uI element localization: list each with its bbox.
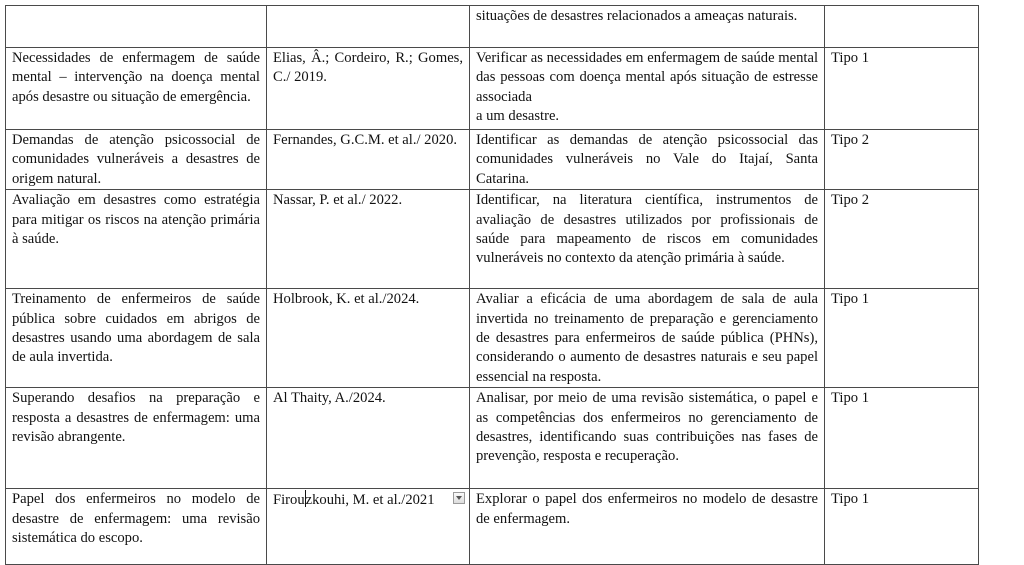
type-cell[interactable]: Tipo 1 (825, 489, 979, 565)
title-cell[interactable]: Avaliação em desastres como estratégia para mitigar os riscos na atenção primária à saúde. (6, 190, 267, 289)
title-cell[interactable]: Papel dos enfermeiros no modelo de desastre de enfermagem: uma revisão sistemática do escopo. (6, 489, 267, 565)
title-cell[interactable]: Necessidades de enfermagem de saúde mental – intervenção na doença mental após desastre ou situação de emergência. (6, 48, 267, 130)
type-cell[interactable] (825, 6, 979, 48)
type-cell[interactable]: Tipo 2 (825, 130, 979, 190)
authors-cell[interactable]: Nassar, P. et al./ 2022. (267, 190, 470, 289)
objective-cell[interactable]: Explorar o papel dos enfermeiros no modelo de desastre de enfermagem. (470, 489, 825, 565)
authors-cell[interactable]: Holbrook, K. et al./2024. (267, 289, 470, 388)
objective-cell[interactable]: Identificar as demandas de atenção psicossocial das comunidades vulneráveis no Vale do Itajaí, Santa Catarina. (470, 130, 825, 190)
title-cell[interactable]: Superando desafios na preparação e resposta a desastres de enfermagem: uma revisão abrangente. (6, 388, 267, 489)
authors-cell[interactable] (267, 6, 470, 48)
type-cell[interactable]: Tipo 1 (825, 48, 979, 130)
type-cell[interactable]: Tipo 2 (825, 190, 979, 289)
table-row (6, 289, 979, 388)
table-row (6, 130, 979, 190)
type-cell[interactable]: Tipo 1 (825, 388, 979, 489)
authors-text-before-cursor: Firou (273, 492, 305, 509)
objective-cell[interactable]: Identificar, na literatura científica, instrumentos de avaliação de desastres utilizados por profissionais de saúde para mapeamento de riscos em comunidades vulneráveis no contexto da atenção primária à saúde. (470, 190, 825, 289)
objective-cell[interactable]: Analisar, por meio de uma revisão sistemática, o papel e as competências dos enfermeiros no gerenciamento de desastres, identificando suas contribuições nas fases de prevenção, resposta e recuperação. (470, 388, 825, 489)
table-row (6, 489, 979, 565)
objective-cell[interactable]: Avaliar a eficácia de uma abordagem de sala de aula invertida no treinamento de preparação e gerenciamento de desastres para enfermeiros de saúde pública (PHNs), considerando o aumento de desastres naturais e seu papel essencial na resposta. (470, 289, 825, 388)
title-cell[interactable]: Treinamento de enfermeiros de saúde pública sobre cuidados em abrigos de desastres usando uma abordagem de sala de aula invertida. (6, 289, 267, 388)
table-row (6, 48, 979, 130)
objective-cell[interactable] (470, 48, 825, 130)
authors-cell[interactable]: Elias, Â.; Cordeiro, R.; Gomes, C./ 2019. (267, 48, 470, 130)
authors-text-after-cursor: zkouhi, M. et al./2021 (305, 492, 435, 509)
table-row (6, 6, 979, 48)
title-cell[interactable] (6, 6, 267, 48)
references-table (5, 5, 979, 565)
authors-cell[interactable] (267, 489, 470, 565)
authors-text (273, 490, 463, 510)
title-cell[interactable]: Demandas de atenção psicossocial de comunidades vulneráveis a desastres de origem natural. (6, 130, 267, 190)
table-row (6, 388, 979, 489)
table-row (6, 190, 979, 289)
type-cell[interactable]: Tipo 1 (825, 289, 979, 388)
objective-text: Verificar as necessidades em enfermagem de saúde mental das pessoas com doença mental após situação de estresse associada (476, 50, 818, 105)
objective-text: a um desastre. (476, 108, 560, 125)
authors-cell[interactable]: Fernandes, G.C.M. et al./ 2020. (267, 130, 470, 190)
objective-cell[interactable]: situações de desastres relacionados a ameaças naturais. (470, 6, 825, 48)
dropdown-arrow-icon[interactable] (453, 492, 465, 504)
authors-cell[interactable]: Al Thaity, A./2024. (267, 388, 470, 489)
